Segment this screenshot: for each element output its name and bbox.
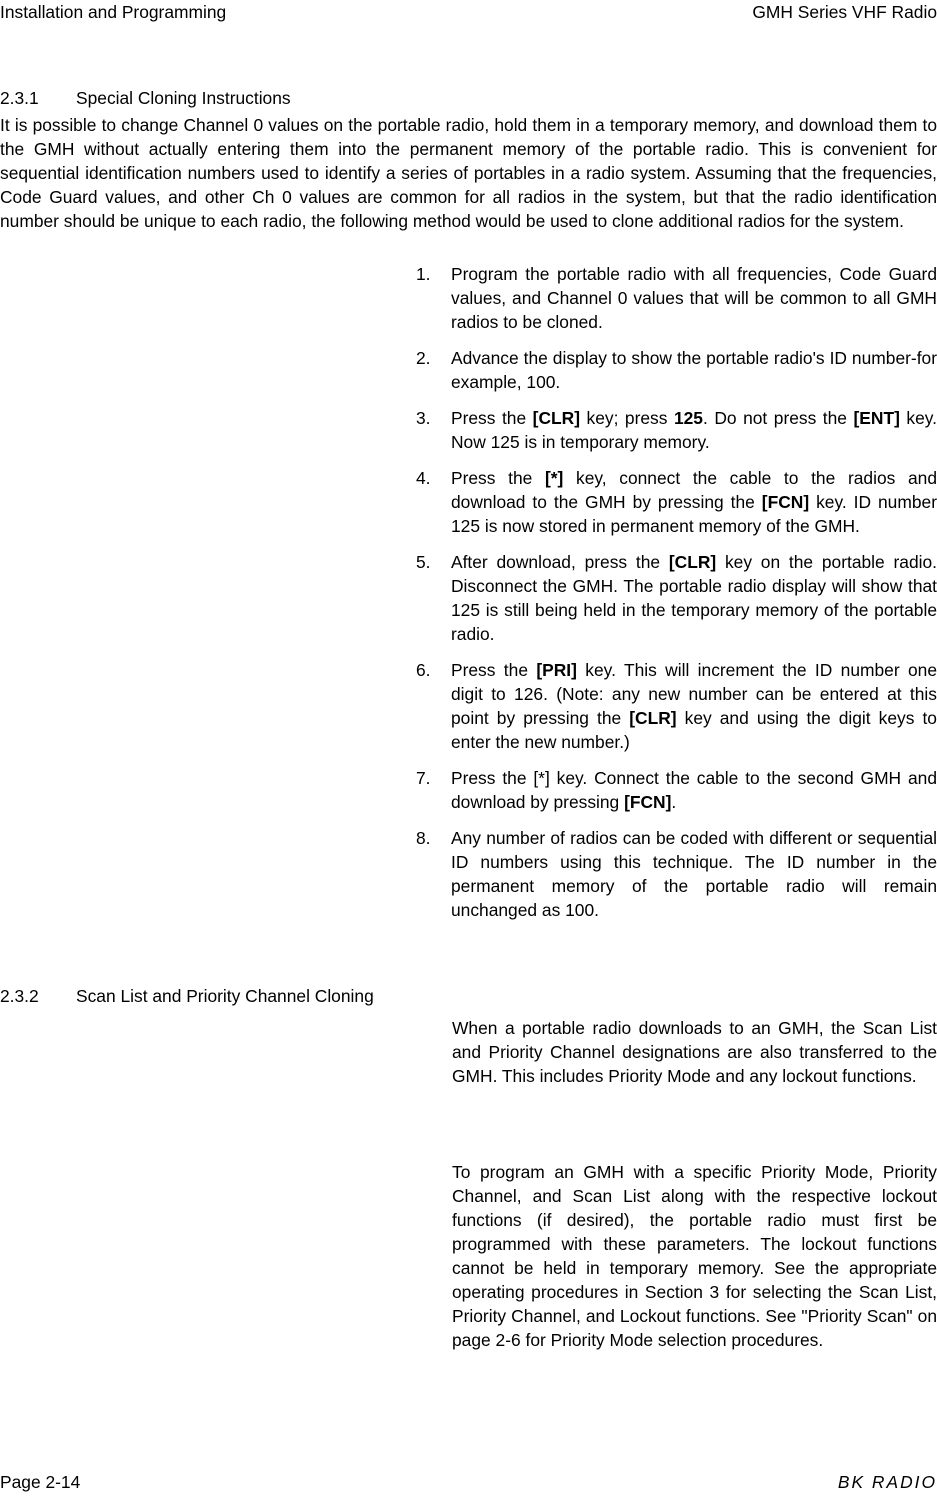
step-number: 8. (416, 828, 431, 848)
step-text: key. This will increment the ID number one digit to 126. (Note: any new number can be entered at this point by pressing the (451, 660, 937, 728)
step-text: Press the (451, 468, 545, 488)
step-item (416, 346, 937, 394)
brand-name: BK RADIO (837, 1472, 937, 1492)
step-text: Advance the display to show the portable radio's ID number-for example, 100. (451, 348, 937, 392)
step-number: 1. (416, 264, 431, 284)
step-text: key on the portable radio. Disconnect the GMH. The portable radio display will show that 125 is still being held in the temporary memory of the portable radio. (451, 552, 937, 644)
key-name: [CLR] (668, 552, 717, 572)
step-number: 2. (416, 348, 431, 368)
key-name: [ENT] (853, 408, 900, 428)
step-text: Any number of radios can be coded with different or sequential ID numbers using this technique. The ID number in the permanent memory of the portable radio will remain unchanged as 100. (451, 828, 937, 920)
section-2-3-1-heading (0, 86, 291, 110)
key-name: [CLR] (532, 408, 580, 428)
paragraph: To program an GMH with a specific Priority Mode, Priority Channel, and Scan List along with the respective lockout functions (if desired), the portable radio must first be programmed with these parameters. The lockout functions cannot be held in temporary memory. See the appropriate operating procedures in Section 3 for selecting the Scan List, Priority Channel, and Lockout functions. See "Priority Scan" on page 2-6 for Priority Mode selection procedures. (452, 1162, 937, 1350)
step-text: key. Now 125 is in temporary memory. (451, 408, 937, 452)
key-name: 125 (673, 408, 703, 428)
step-number: 3. (416, 408, 431, 428)
header-left: Installation and Programming (0, 2, 227, 22)
page-number: Page 2-14 (0, 1472, 81, 1492)
section-2-3-2-heading (0, 984, 374, 1008)
section-title: Special Cloning Instructions (76, 88, 291, 108)
step-text: key. ID number 125 is now stored in permanent memory of the GMH. (451, 492, 937, 536)
step-text: . (671, 792, 677, 812)
intro-paragraph: It is possible to change Channel 0 values on the portable radio, hold them in a temporary memory, and download them to the GMH without actually entering them into the permanent memory of the portable radio. This is convenient for sequential identification numbers used to identify a series of portables in a radio system. Assuming that the frequencies, Code Guard values, and other Ch 0 values are common for all radios in the system, but that the radio identification number should be unique to each radio, the following method would be used to clone additional radios for the system. (0, 115, 937, 231)
step-item (416, 658, 937, 754)
header-right: GMH Series VHF Radio (752, 2, 937, 22)
step-item (416, 826, 937, 922)
section-title: Scan List and Priority Channel Cloning (76, 986, 374, 1006)
step-number: 5. (416, 552, 431, 572)
step-text: After download, press the (451, 552, 669, 572)
step-number: 6. (416, 660, 431, 680)
step-text: key and using the digit keys to enter the new number.) (451, 708, 937, 752)
step-item (416, 766, 937, 814)
step-item (416, 550, 937, 646)
section-2-3-2-para-2 (452, 1160, 937, 1352)
key-name: [FCN] (624, 792, 672, 812)
key-name: [PRI] (536, 660, 577, 680)
cloning-steps-list (416, 262, 937, 934)
section-number: 2.3.2 (0, 986, 39, 1006)
section-2-3-2-para-1 (452, 1016, 937, 1088)
step-text: Press the (451, 660, 537, 680)
paragraph: When a portable radio downloads to an GMH, the Scan List and Priority Channel designations are also transferred to the GMH. This includes Priority Mode and any lockout functions. (452, 1018, 937, 1086)
section-number: 2.3.1 (0, 88, 39, 108)
step-text: Program the portable radio with all frequencies, Code Guard values, and Channel 0 values that will be common to all GMH radios to be cloned. (451, 264, 937, 332)
section-2-3-1-intro (0, 113, 937, 233)
step-text: Press the (451, 408, 533, 428)
step-text: Press the [*] key. Connect the cable to the second GMH and download by pressing (451, 768, 937, 812)
step-text: key, connect the cable to the radios and download to the GMH by pressing the (451, 468, 937, 512)
key-name: [FCN] (761, 492, 810, 512)
key-name: [*] (544, 468, 564, 488)
step-item (416, 406, 937, 454)
step-item (416, 466, 937, 538)
step-number: 4. (416, 468, 431, 488)
step-text: key; press (580, 408, 674, 428)
step-text: . Do not press the (702, 408, 854, 428)
key-name: [CLR] (629, 708, 677, 728)
step-number: 7. (416, 768, 431, 788)
step-item (416, 262, 937, 334)
